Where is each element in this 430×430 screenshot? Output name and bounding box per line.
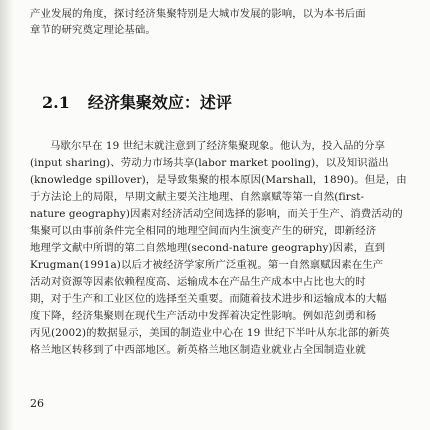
body-line-4: 于方法论上的局限，早期文献主要关注地理、自然禀赋等第一自然(first- (30, 191, 365, 203)
body-line-8: Krugman(1991a)以后才被经济学家所广泛重视。第一自然禀赋因素在生产 (30, 259, 384, 271)
body-line-3: (knowledge spillover)，是导致集聚的根本原因(Marshall，1890)。但是，由 (30, 174, 407, 186)
section-number: 2.1 (42, 93, 70, 112)
body-line-6: 集聚可以由事前条件完全相同的地理空间而内生演变产生的研究，即新经济 (30, 225, 377, 237)
page-shadow-edge (0, 0, 14, 430)
intro-line-2: 章节的研究奠定理论基础。 (30, 24, 156, 36)
page-number: 26 (30, 397, 44, 410)
section-title: 经济集聚效应：述评 (87, 93, 232, 112)
section-heading (42, 90, 232, 113)
body-line-9: 活动对资源等因素依赖程度高、运输成本在产品生产成本中占比也大的时 (30, 276, 366, 288)
body-line-13: 格兰地区转移到了中西部地区。新英格兰地区制造业就业占全国制造业就 (30, 344, 366, 356)
body-line-7: 地理学文献中所谓的第二自然地理(second-nature geography)因素，直到 (30, 242, 386, 254)
body-line-5: nature geography)因素对经济活动空间选择的影响，而关于生产、消费活动的 (30, 208, 403, 220)
body-line-2: (input sharing)、劳动力市场共享(labor market pooling)，以及知识溢出 (30, 157, 389, 169)
intro-line-1: 产业发展的角度，探讨经济集聚特别是大城市发展的影响，以为本书后面 (30, 8, 366, 20)
body-line-11: 度下降，经济集聚则在现代生产活动中发挥着决定性影响。例如范剑勇和杨 (30, 310, 377, 322)
body-line-10: 期，对于生产和工业区位的选择至关重要。而随着技术进步和运输成本的大幅 (30, 293, 387, 305)
body-line-12: 丙见(2002)的数据显示，美国的制造业中心在 19 世纪下半叶从东北部的新英 (30, 327, 390, 339)
body-line-1: 马歇尔早在 19 世纪末就注意到了经济集聚现象。他认为，投入品的分享 (50, 140, 385, 152)
